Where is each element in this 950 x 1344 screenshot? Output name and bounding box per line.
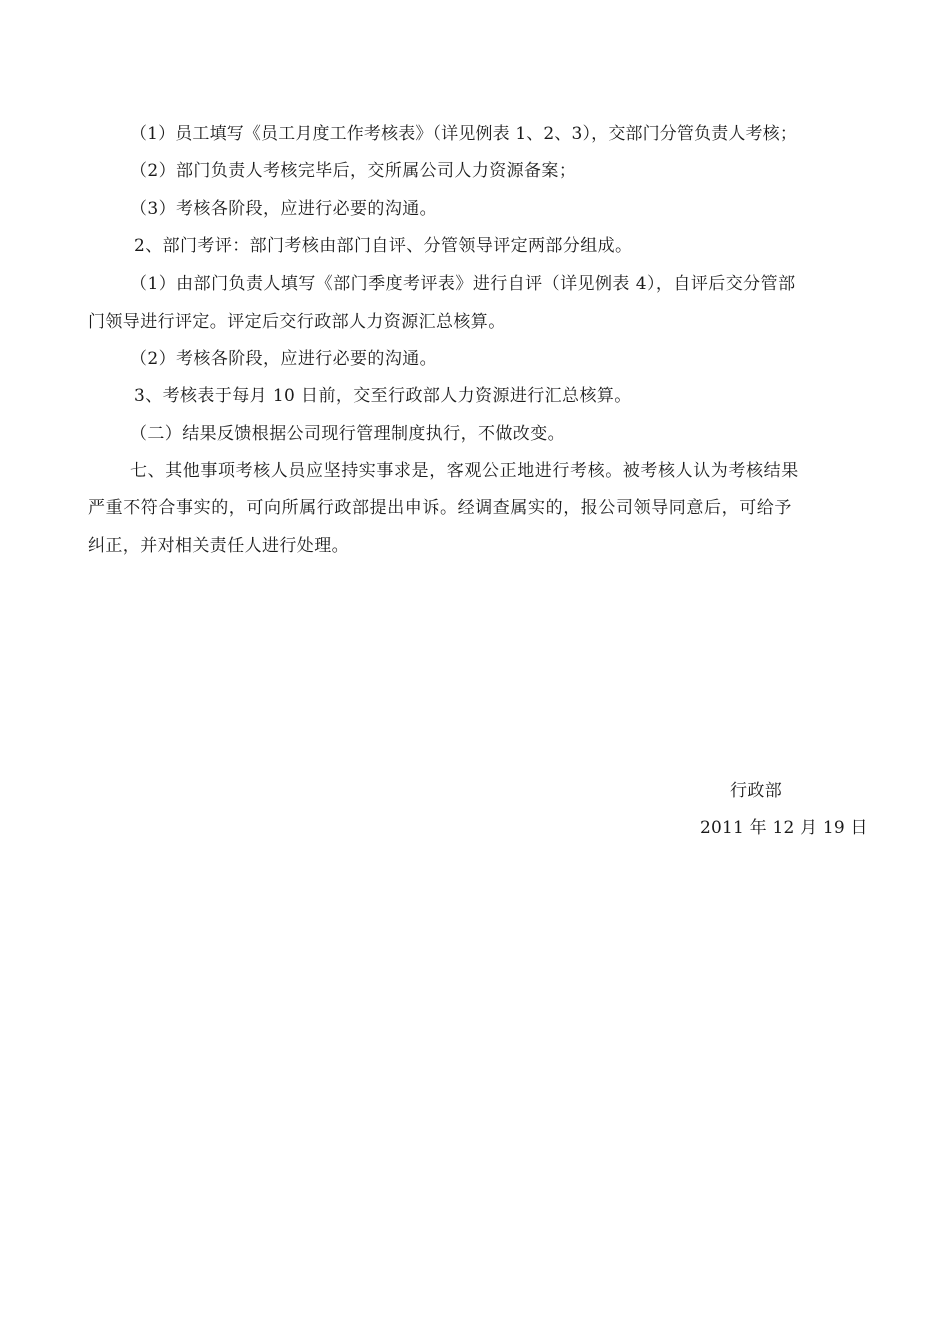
signature-date: 2011 年 12 月 19 日 [700, 818, 868, 838]
paragraph-line-employee-form: （1）员工填写《员工月度工作考核表》（详见例表 1、2、3），交部门分管负责人考核； [130, 124, 797, 144]
paragraph-line-communication-2: （2）考核各阶段，应进行必要的沟通。 [130, 349, 438, 369]
paragraph-line-self-evaluation: （1）由部门负责人填写《部门季度考评表》进行自评（详见例表 4），自评后交分管部 [130, 274, 796, 294]
paragraph-line-other-matters: 七、其他事项考核人员应坚持实事求是，客观公正地进行考核。被考核人认为考核结果 [130, 461, 799, 481]
paragraph-line-communication-1: （3）考核各阶段，应进行必要的沟通。 [130, 199, 438, 219]
paragraph-line-deadline: 3、考核表于每月 10 日前，交至行政部人力资源进行汇总核算。 [134, 386, 632, 406]
paragraph-line-other-matters-cont: 严重不符合事实的，可向所属行政部提出申诉。经调查属实的，报公司领导同意后，可给予 [88, 498, 792, 518]
paragraph-line-other-matters-end: 纠正，并对相关责任人进行处理。 [88, 536, 349, 556]
paragraph-line-result-feedback: （二）结果反馈根据公司现行管理制度执行，不做改变。 [130, 424, 565, 444]
signature-department: 行政部 [730, 781, 783, 801]
paragraph-line-dept-head-review: （2）部门负责人考核完毕后，交所属公司人力资源备案； [130, 161, 577, 181]
paragraph-line-dept-evaluation: 2、部门考评：部门考核由部门自评、分管领导评定两部分组成。 [134, 236, 633, 256]
paragraph-line-self-evaluation-cont: 门领导进行评定。评定后交行政部人力资源汇总核算。 [88, 312, 506, 332]
